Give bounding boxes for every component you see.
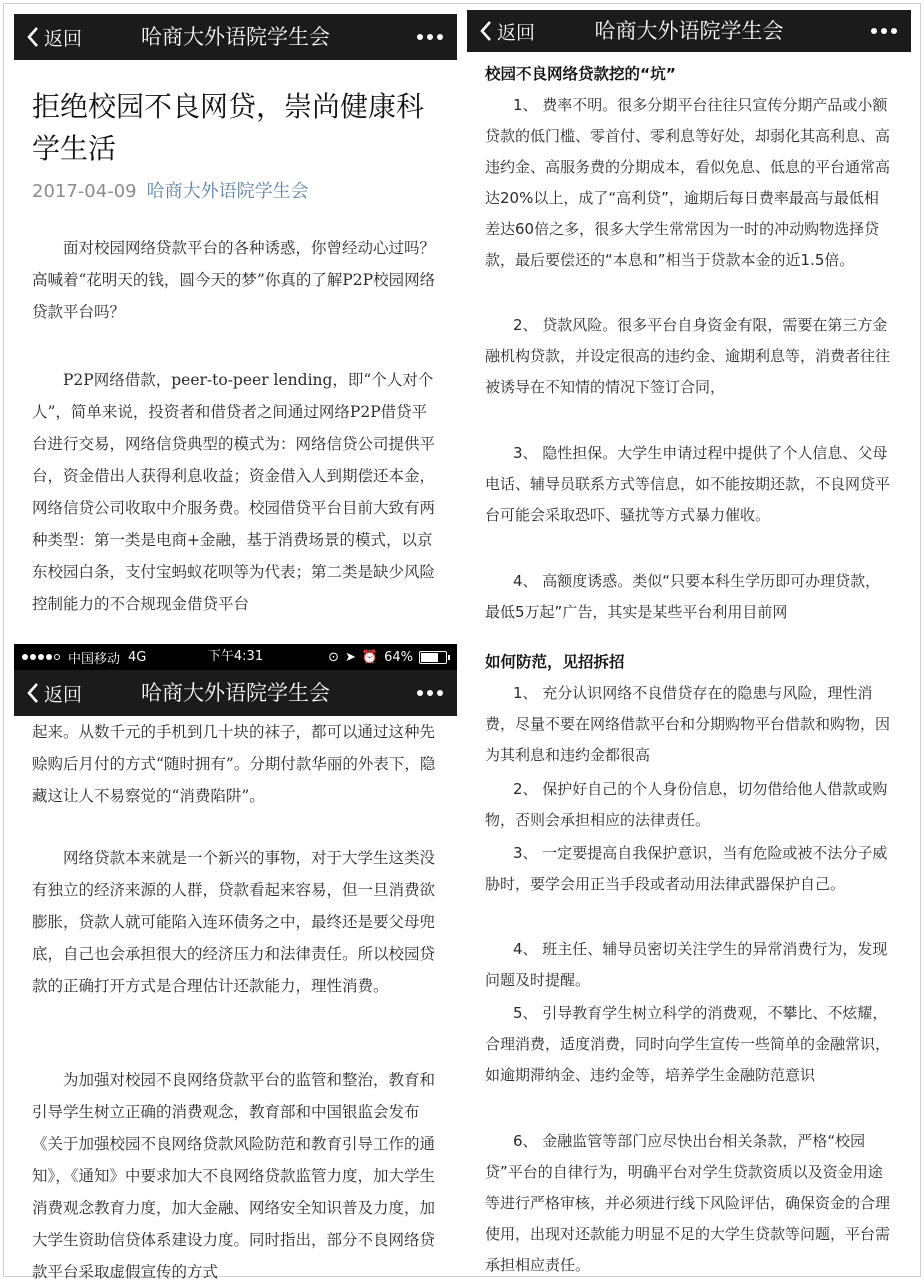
battery-percent: 64%: [384, 649, 413, 665]
screenshot-article-top: [14, 14, 457, 636]
article-source-link[interactable]: 哈商大外语院学生会: [146, 181, 309, 202]
battery-icon: [419, 651, 447, 664]
article-paragraph-1: 面对校园网络贷款平台的各种诱惑，你曾经动心过吗？高喊着“花明天的钱，圆今天的梦”你真的了解P2P校园网络贷款平台吗？: [32, 239, 436, 321]
nav-title: 哈商大外语院学生会: [141, 25, 330, 49]
nav-title: 哈商大外语院学生会: [141, 681, 330, 705]
article-meta: [32, 177, 309, 203]
prevention-item-5: 5、 引导教育学生树立科学的消费观，不攀比、不炫耀，合理消费，适度消费，同时向学生宣传一些简单的金融常识，如逾期滞纳金、违约金等，培养学生金融防范意识: [485, 1004, 891, 1084]
screenshot-guide: [467, 10, 911, 1274]
more-menu-button[interactable]: [417, 670, 443, 716]
article-paragraph-3: 起来。从数千元的手机到几十块的袜子，都可以通过这种先赊购后月付的方式“随时拥有”。分期付款华丽的外表下，隐藏这让人不易察觉的“消费陷阱”。: [32, 723, 436, 805]
prevention-heading: 如何防范，见招拆招: [485, 653, 625, 671]
back-label: 返回: [44, 683, 83, 706]
back-label: 返回: [497, 21, 536, 44]
more-dots-icon: [871, 28, 877, 34]
prevention-item-6: 6、 金融监管等部门应尽快出台相关条款，严格“校园贷”平台的自律行为，明确平台对学生贷款资质以及资金用途等进行严格审核，并必须进行线下风险评估，确保资金的合理使用，出现对还款能力明显不足的大学生贷款等问题，平台需承担相应责任。: [485, 1132, 891, 1274]
risks-heading: 校园不良网络贷款挖的“坑”: [485, 65, 676, 83]
article-paragraph-2: P2P网络借款，peer-to-peer lending，即“个人对个人”，简单来说，投资者和借贷者之间通过网络P2P借贷平台进行交易，网络信贷典型的模式为：网络信贷公司提供平台，资金借出人获得利息收益；资金借入人到期偿还本金，网络信贷公司收取中介服务费。校园借贷平台目前大致有两种类型：第一类是电商+金融，基于消费场景的模式，以京东校园白条，支付宝蚂蚁花呗等为代表；第二类是缺少风险控制能力的不合规现金借贷平台: [32, 371, 436, 613]
prevention-item-4: 4、 班主任、辅导员密切关注学生的异常消费行为，发现问题及时提醒。: [485, 940, 888, 989]
wechat-navbar: [14, 14, 457, 60]
risk-item-3: 3、 隐性担保。大学生申请过程中提供了个人信息、父母电话、辅导员联系方式等信息，如不能按期还款，不良网贷平台可能会采取恐吓、骚扰等方式暴力催收。: [485, 444, 891, 524]
more-menu-button[interactable]: [871, 10, 897, 52]
prevention-item-1: 1、 充分认识网络不良借贷存在的隐患与风险，理性消费，尽量不要在网络借款平台和分期购物平台借款和购物，因为其利息和违约金都很高: [485, 684, 891, 764]
network-type: 4G: [128, 649, 147, 665]
alarm-icon: ⏰: [361, 649, 379, 665]
article-title: 拒绝校园不良网贷，崇尚健康科学生活: [32, 90, 425, 165]
back-label: 返回: [44, 27, 83, 50]
status-time: 下午4:31: [207, 649, 264, 664]
lock-rotation-icon: ⊙: [328, 649, 339, 665]
prevention-item-3: 3、 一定要提高自我保护意识，当有危险或被不法分子威胁时，要学会用正当手段或者动用法律武器保护自己。: [485, 844, 888, 893]
location-icon: ➤: [345, 649, 356, 665]
prevention-item-2: 2、 保护好自己的个人身份信息，切勿借给他人借款或购物，否则会承担相应的法律责任。: [485, 780, 888, 829]
article-paragraph-4: 网络贷款本来就是一个新兴的事物，对于大学生这类没有独立的经济来源的人群，贷款看起来容易，但一旦消费欲膨胀，贷款人就可能陷入连环债务之中，最终还是要父母兜底，自己也会承担很大的经济压力和法律责任。所以校园贷款的正确打开方式是合理估计还款能力，理性消费。: [32, 849, 436, 995]
wechat-navbar: [467, 10, 911, 52]
more-menu-button[interactable]: [417, 14, 443, 60]
screenshot-article-continued: [14, 644, 457, 1281]
status-bar: [14, 644, 457, 670]
more-dots-icon: [417, 34, 423, 40]
article-date: 2017-04-09: [32, 181, 137, 202]
risk-item-4: 4、 高额度诱惑。类似“只要本科生学历即可办理贷款，最低5万起”广告，其实是某些平台利用目前网: [485, 572, 881, 621]
article-paragraph-5: 为加强对校园不良网络贷款平台的监管和整治，教育和引导学生树立正确的消费观念，教育部和中国银监会发布《关于加强校园不良网络贷款风险防范和教育引导工作的通知》，《通知》中要求加大不良网络贷款监管力度，加大学生消费观念教育力度，加大金融、网络安全知识普及力度，加大学生资助信贷体系建设力度。同时指出，部分不良网络贷款平台采取虚假宣传的方式: [32, 1071, 436, 1281]
more-dots-icon: [417, 690, 423, 696]
risk-item-2: 2、 贷款风险。很多平台自身资金有限，需要在第三方金融机构贷款，并设定很高的违约金、逾期利息等，消费者往往被诱导在不知情的情况下签订合同，: [485, 316, 891, 396]
nav-title: 哈商大外语院学生会: [594, 19, 784, 43]
wechat-navbar: [14, 670, 457, 716]
carrier: 中国移动: [68, 651, 121, 667]
risk-item-1: 1、 费率不明。很多分期平台往往只宣传分期产品或小额贷款的低门槛、零首付、零利息等好处，却弱化其高利息、高违约金、高服务费的分期成本，看似免息、低息的平台通常高达20%以上，成了“高利贷”，逾期后每日费率最高与最低相差达60倍之多，很多大学生常常因为一时的冲动购物选择贷款，最后要偿还的“本息和”相当于贷款本金的近1.5倍。: [485, 96, 891, 269]
